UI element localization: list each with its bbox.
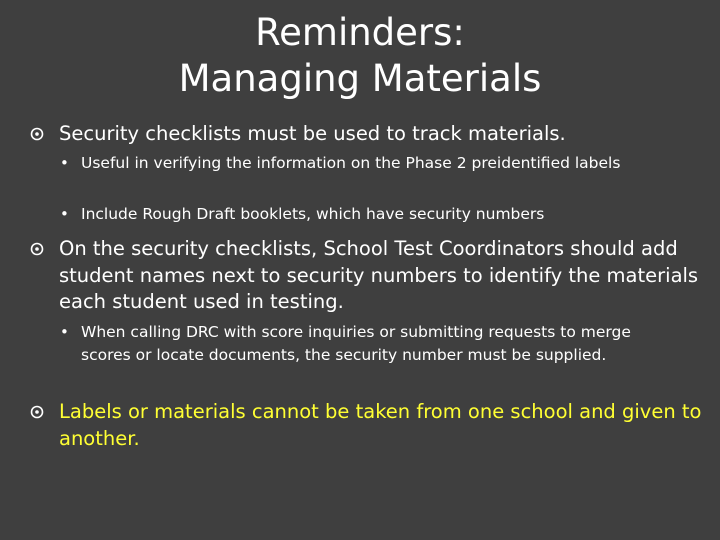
title-line-1: Reminders: bbox=[255, 11, 465, 54]
target-bullet-icon bbox=[30, 405, 44, 419]
bullet-1-sub-1-text: Useful in verifying the information on the Phase 2 preidentified labels bbox=[81, 154, 621, 172]
dot-bullet-icon: • bbox=[60, 323, 69, 341]
bullet-2-text: On the security checklists, School Test Coordinators should add student names next to security numbers to identify the materials each student used in testing. bbox=[59, 237, 699, 313]
bullet-1-sub-2-text: Include Rough Draft booklets, which have security numbers bbox=[81, 205, 545, 223]
bullet-2-sub-1-text: When calling DRC with score inquiries or submitting requests to merge scores or locate documents, the security number must be supplied. bbox=[81, 323, 631, 364]
target-bullet-icon bbox=[30, 242, 44, 256]
dot-bullet-icon: • bbox=[60, 154, 69, 172]
target-bullet-icon bbox=[30, 127, 44, 141]
title-line-2: Managing Materials bbox=[178, 57, 542, 100]
dot-bullet-icon: • bbox=[60, 205, 69, 223]
slide-title bbox=[0, 10, 720, 102]
bullet-3-text: Labels or materials cannot be taken from one school and given to another. bbox=[59, 400, 702, 450]
bullet-1-text: Security checklists must be used to track materials. bbox=[59, 122, 566, 145]
